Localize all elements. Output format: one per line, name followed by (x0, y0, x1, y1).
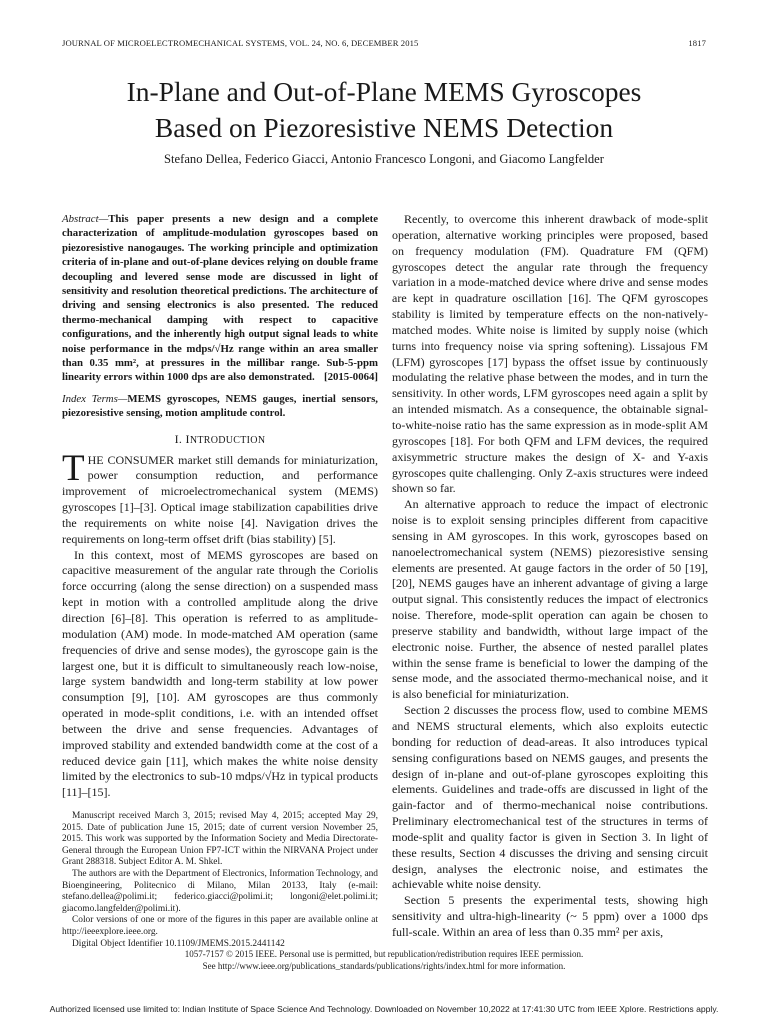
index-terms (62, 392, 378, 421)
footnote-doi: Digital Object Identifier 10.1109/JMEMS.2015.2441142 (72, 938, 285, 949)
copyright-line-2: See http://www.ieee.org/publications_standards/publications/rights/index.html for more information. (202, 961, 566, 971)
running-header (62, 38, 706, 52)
section-heading-introduction: I. INTRODUCTION (174, 431, 266, 446)
author-list: Stefano Dellea, Federico Giacci, Antonio Francesco Longoni, and Giacomo Langfelder (164, 152, 604, 166)
paper-title (40, 74, 728, 146)
body-paragraph-3: Section 2 discusses the process flow, used to combine MEMS and NEMS structural elements, which also exploits eutectic bonding for reduction of dead-areas. It also introduces typical sensing configurations based on NEMS gauges, and presents the design of in-plane and out-of-plane gyroscopes exploiting this elements. Guidelines and trade-offs are discussed in light of the gain-factor and of thermo-mechanical noise contributions. Preliminary electromechanical test of the structures in terms of mode-split and quality factor is given in Section 3. In light of these results, Section 4 discusses the driving and sensing circuit design, analyses the electronic noise, and estimates the achievable white noise density. (392, 703, 708, 892)
abstract (62, 212, 378, 385)
drop-cap: T (62, 447, 85, 489)
abstract-lead: Abstract— (62, 213, 109, 225)
abstract-code: [2015-0064] (324, 371, 378, 384)
abstract-text: This paper presents a new design and a complete characterization of amplitude-modulation gyroscopes based on piezoresistive nanogauges. The working principle and optimization criteria of in-plane and out-of-plane devices relying on double frame decoupling and levered sense mode are discussed in light of sensitivity and resolution theoretical predictions. The architecture of driving and sensing electronics is also presented. The reduced thermo-mechanical damping with respect to capacitive configurations, and the inherently high output signal leads to white noise performance in the mdps/√Hz range within an area smaller than 0.35 mm², at pressures in the millibar range. Sub-5-ppm linearity errors within 1000 dps are also demonstrated. (62, 213, 378, 384)
left-column (62, 212, 378, 950)
index-terms-lead: Index Terms— (62, 392, 128, 405)
copyright-notice (62, 948, 706, 972)
body-paragraph-2: An alternative approach to reduce the impact of electronic noise is to exploit sensing principles different from capacitive sensing in AM gyroscopes. In this work, gyroscopes based on nanoelectromechanical system (NEMS) piezoresistive sensing elements are presented. At gauge factors in the order of 50 [19], [20], NEMS gauges have an inherent advantage of giving a large output signal. This consistently reduces the impact of electronics noise. Therefore, mode-split operation can again be chosen to preserve stability and bandwidth, without large impact of the electronic noise. Further, the absence of nested parallel plates within the sense frame is beneficial to lower the damping of the sense mode, and the associated thermo-mechanical noise, and it is also beneficial for miniaturization. (392, 497, 708, 702)
right-column (392, 212, 708, 941)
footnote (62, 811, 378, 950)
footnote-affiliations: The authors are with the Department of Electronics, Information Technology, and Bioengineering, Politecnico di Milano, Milan 20133, Italy (e-mail: stefano.dellea@polimi.it; federico.giacci@polimi.it; longoni@elet.polimi.it; giacomo.langfelder@polimi.it). (62, 869, 378, 914)
intro-paragraph-2: In this context, most of MEMS gyroscopes are based on capacitive measurement of the angular rate through the Coriolis force occurring (along the sense direction) on a suspended mass kept in motion with a controlled amplitude along the drive direction [6]–[8]. This operation is referred to as amplitude-modulation (AM) mode. In mode-matched AM operation (same frequencies of drive and sense modes), the gyroscope gain is the largest one, but it is difficult to simultaneously reach low-noise, large system bandwidth and long-term stability at low power consumption [9], [10]. AM gyroscopes are thus commonly operated in mode-split conditions, i.e. with an intended offset between the drive and sense frequencies. Advantages of improved stability and extended bandwidth come at the cost of a reduced device gain [11], which makes the white noise density limited by the electronics to sub-10 mdps/√Hz in typical products [11]–[15]. (62, 547, 378, 800)
journal-name: JOURNAL OF MICROELECTROMECHANICAL SYSTEMS, VOL. 24, NO. 6, DECEMBER 2015 (62, 38, 419, 48)
title-line-1: In-Plane and Out-of-Plane MEMS Gyroscopes (126, 76, 642, 107)
body-paragraph-1: Recently, to overcome this inherent drawback of mode-split operation, alternative working principles were proposed, based on frequency modulation (FM). Quadrature FM (QFM) gyroscopes detect the angular rate through the frequency variation in a mode-matched device where drive and sense modes are kept in quadrature oscillation [16]. The QFM gyroscopes stability is limited by temperature effects on the non-natively-matched modes. White noise is limited by supply noise (which turns into frequency noise via spring softening). Lissajous FM (LFM) gyroscopes [17] bypass the offset issue by continuously modulating the relative phase between the modes, and in turn the sensitivity. In other words, LFM gyroscopes need again a split by an intended mismatch. As a consequence, the obtainable signal-to-white-noise ratio has the same expression as in mode-split AM gyroscopes [18]. For both QFM and LFM devices, the required axisymmetric structure makes the design of X- and Y-axis gyroscopes quite challenging. Only Z-axis structures were indeed shown so far. (392, 212, 708, 496)
license-banner: Authorized licensed use limited to: Indian Institute of Space Science And Technology. Downloaded on November 10,2022 at 17:41:30 UTC from IEEE Xplore. Restrictions apply. (49, 1004, 719, 1014)
page-number: 1817 (688, 38, 706, 48)
title-line-2: Based on Piezoresistive NEMS Detection (154, 112, 614, 143)
index-terms-text: MEMS gyroscopes, NEMS gauges, inertial sensors, piezoresistive sensing, motion amplitude control. (62, 392, 378, 420)
footnote-manuscript: Manuscript received March 3, 2015; revised May 4, 2015; accepted May 29, 2015. Date of publication June 15, 2015; date of current version November 25, 2015. This work was supported by the Information Society and Media Directorate-General through the European Union FP7-ICT within the NIRVANA Project under Grant 288318. Subject Editor A. M. Shkel. (62, 811, 378, 868)
intro-paragraph-1: THE CONSUMER market still demands for miniaturization, power consumption reduction, and performance improvement of microelectromechanical system (MEMS) gyroscopes [1]–[3]. Optical image stabilization capabilities drive the requirements on white noise [4]. Navigation drives the requirements on long-term offset drift (bias stability) [5]. (62, 447, 378, 546)
body-paragraph-4: Section 5 presents the experimental tests, showing high sensitivity and ultra-high-linearity (~ 5 ppm) over a 1000 dps full-scale. Within an area of less than 0.35 mm² per axis, (392, 893, 708, 939)
copyright-line-1: 1057-7157 © 2015 IEEE. Personal use is permitted, but republication/redistribution requires IEEE permission. (184, 949, 584, 959)
footnote-color: Color versions of one or more of the figures in this paper are available online at http://ieeexplore.ieee.org. (62, 915, 378, 938)
